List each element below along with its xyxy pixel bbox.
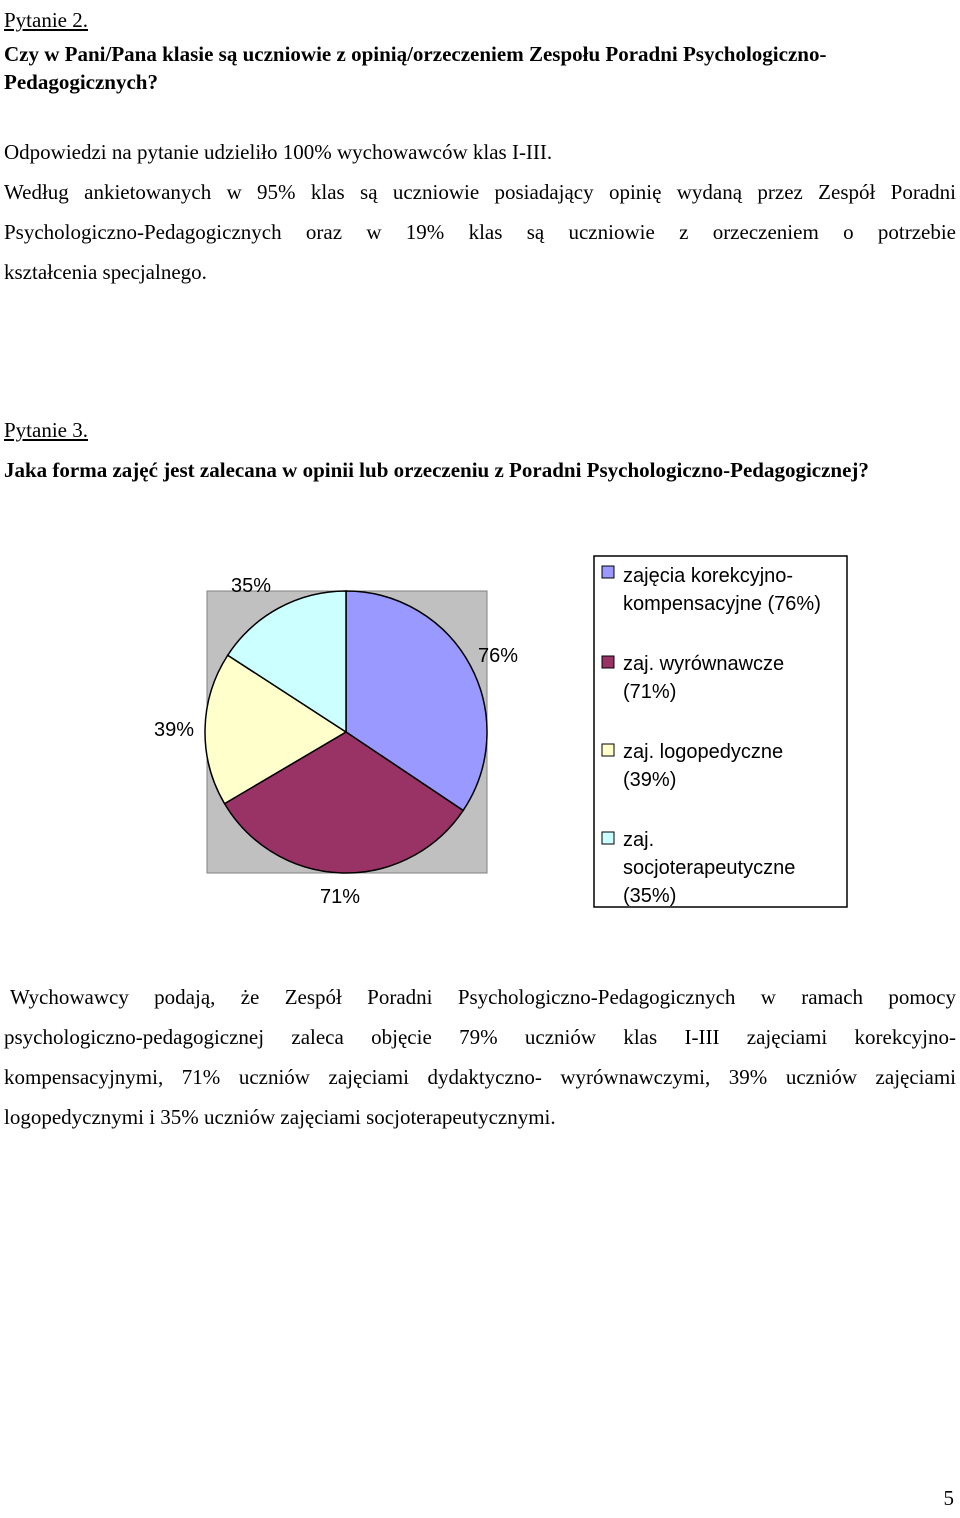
answer-line: kształcenia specjalnego. [4,260,207,284]
legend-swatch [602,566,614,578]
data-label-76: 76% [478,645,519,667]
legend-label: zajęcia korekcyjno- [623,565,794,587]
legend-label: zaj. [623,829,655,851]
legend-label: (35%) [623,885,677,907]
data-label-39: 39% [154,719,195,741]
legend-swatch [602,744,614,756]
data-label-71: 71% [320,886,361,908]
page-number: 5 [943,1486,954,1510]
answer-line: Odpowiedzi na pytanie udzieliło 100% wychowawców klas I-III. [4,140,553,164]
answer-line: Psychologiczno-Pedagogicznych oraz w 19% klas są uczniowie z orzeczeniem o potrzebie [4,220,956,244]
summary-line: Wychowawcy podają, że Zespół Poradni Psychologiczno-Pedagogicznych w ramach pomocy [10,985,956,1009]
legend-label: zaj. wyrównawcze [623,653,785,675]
pie-slices [205,591,487,873]
legend-label: (71%) [623,681,677,703]
legend-label: socjoterapeutyczne [623,857,796,879]
question-2-label: Pytanie 2. [4,8,88,32]
legend-swatch [602,656,614,668]
question-3-title: Jaka forma zajęć jest zalecana w opinii lub orzeczeniu z Poradni Psychologiczno-Pedagogicznej? [4,458,869,482]
answer-line: Według ankietowanych w 95% klas są uczniowie posiadający opinię wydaną przez Zespół Poradni [4,180,956,204]
legend-label: (39%) [623,769,677,791]
legend-swatch [602,832,614,844]
summary-line: psychologiczno-pedagogicznej zaleca objęcie 79% uczniów klas I-III zajęciami korekcyjno- [4,1025,956,1049]
legend-label: kompensacyjne (76%) [623,593,821,615]
question-3-label: Pytanie 3. [4,418,88,442]
summary-line: kompensacyjnymi, 71% uczniów zajęciami dydaktyczno- wyrównawczymi, 39% uczniów zajęciami [4,1065,956,1089]
summary-line: logopedycznymi i 35% uczniów zajęciami socjoterapeutycznymi. [4,1105,556,1129]
question-2-title: Czy w Pani/Pana klasie są uczniowie z opinią/orzeczeniem Zespołu Poradni Psychologiczno-Pedagogicznych? [4,42,827,94]
legend-label: zaj. logopedyczne [623,741,784,763]
data-label-35: 35% [231,575,272,597]
summary-paragraph [4,977,956,1137]
